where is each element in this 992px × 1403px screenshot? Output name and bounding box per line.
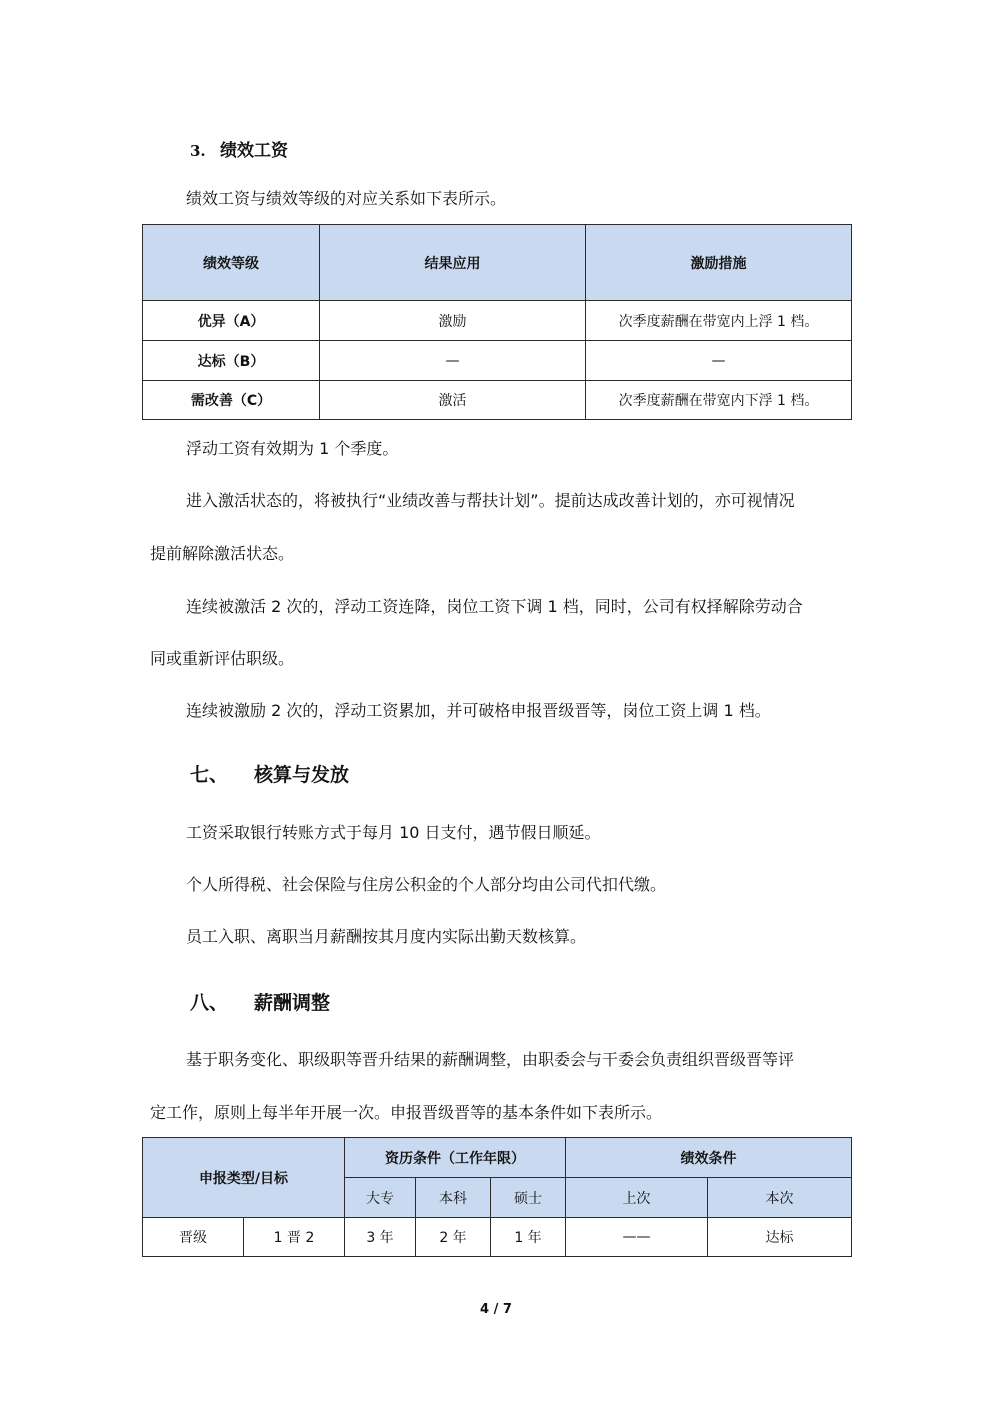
header-cell-qualification: 资历条件（工作年限） bbox=[345, 1138, 566, 1178]
paragraph-validity: 浮动工资有效期为 1 个季度。 bbox=[186, 439, 399, 458]
subheader-cell: 本科 bbox=[416, 1178, 491, 1218]
header-cell: 激励措施 bbox=[586, 225, 852, 301]
section-number: 七、 bbox=[190, 764, 229, 786]
measure-cell: 次季度薪酬在带宽内下浮 1 档。 bbox=[586, 381, 852, 420]
section-7-heading bbox=[190, 760, 349, 787]
grade-cell: 达标（B） bbox=[143, 341, 320, 381]
table-row bbox=[143, 381, 852, 420]
table-cell: —— bbox=[566, 1218, 708, 1257]
header-cell-performance: 绩效条件 bbox=[566, 1138, 852, 1178]
paragraph-activation-line-2: 提前解除激活状态。 bbox=[150, 544, 295, 563]
subheader-cell: 硕士 bbox=[491, 1178, 566, 1218]
grade-cell: 需改善（C） bbox=[143, 381, 320, 420]
table-cell: 2 年 bbox=[416, 1218, 491, 1257]
result-cell: 激活 bbox=[320, 381, 586, 420]
promotion-conditions-table bbox=[142, 1137, 852, 1257]
paragraph-activation-line-1: 进入激活状态的，将被执行“业绩改善与帮扶计划”。提前达成改善计划的，亦可视情况 bbox=[186, 491, 795, 510]
header-cell: 绩效等级 bbox=[143, 225, 320, 301]
section-3-heading bbox=[190, 136, 288, 161]
table-row bbox=[143, 1218, 852, 1257]
section-title: 薪酬调整 bbox=[254, 992, 331, 1014]
paragraph-twice-activated-line-1: 连续被激活 2 次的，浮动工资连降，岗位工资下调 1 档，同时，公司有权择解除劳动合 bbox=[186, 597, 803, 616]
paragraph-pay-1: 工资采取银行转账方式于每月 10 日支付，遇节假日顺延。 bbox=[186, 823, 601, 842]
section-number: 3. bbox=[190, 142, 206, 160]
header-cell-type: 申报类型/目标 bbox=[143, 1138, 345, 1218]
section-8-heading bbox=[190, 988, 330, 1015]
paragraph-twice-incentive: 连续被激励 2 次的，浮动工资累加，并可破格申报晋级晋等，岗位工资上调 1 档。 bbox=[186, 701, 771, 720]
paragraph-intro: 绩效工资与绩效等级的对应关系如下表所示。 bbox=[186, 189, 507, 208]
table-row bbox=[143, 301, 852, 341]
page-number: 4 / 7 bbox=[480, 1302, 512, 1317]
paragraph-adjust-line-1: 基于职务变化、职级职等晋升结果的薪酬调整，由职委会与干委会负责组织晋级晋等评 bbox=[186, 1050, 795, 1069]
table-cell: 1 年 bbox=[491, 1218, 566, 1257]
paragraph-twice-activated-line-2: 同或重新评估职级。 bbox=[150, 649, 295, 668]
table-cell: 1 晋 2 bbox=[244, 1218, 345, 1257]
table-cell: 3 年 bbox=[345, 1218, 416, 1257]
header-cell: 结果应用 bbox=[320, 225, 586, 301]
grade-cell: 优异（A） bbox=[143, 301, 320, 341]
section-number: 八、 bbox=[190, 992, 229, 1014]
section-title: 核算与发放 bbox=[254, 764, 350, 786]
paragraph-pay-2: 个人所得税、社会保险与住房公积金的个人部分均由公司代扣代缴。 bbox=[186, 875, 667, 894]
table-cell: 达标 bbox=[708, 1218, 852, 1257]
result-cell: — bbox=[320, 341, 586, 381]
table-row bbox=[143, 341, 852, 381]
section-title: 绩效工资 bbox=[220, 141, 288, 161]
paragraph-adjust-line-2: 定工作，原则上每半年开展一次。申报晋级晋等的基本条件如下表所示。 bbox=[150, 1103, 663, 1122]
result-cell: 激励 bbox=[320, 301, 586, 341]
measure-cell: 次季度薪酬在带宽内上浮 1 档。 bbox=[586, 301, 852, 341]
subheader-cell: 大专 bbox=[345, 1178, 416, 1218]
table-header-row bbox=[143, 225, 852, 301]
performance-table bbox=[142, 224, 852, 420]
subheader-cell: 本次 bbox=[708, 1178, 852, 1218]
paragraph-pay-3: 员工入职、离职当月薪酬按其月度内实际出勤天数核算。 bbox=[186, 927, 587, 946]
table-header-row bbox=[143, 1138, 852, 1178]
subheader-cell: 上次 bbox=[566, 1178, 708, 1218]
table-cell: 晋级 bbox=[143, 1218, 244, 1257]
measure-cell: — bbox=[586, 341, 852, 381]
